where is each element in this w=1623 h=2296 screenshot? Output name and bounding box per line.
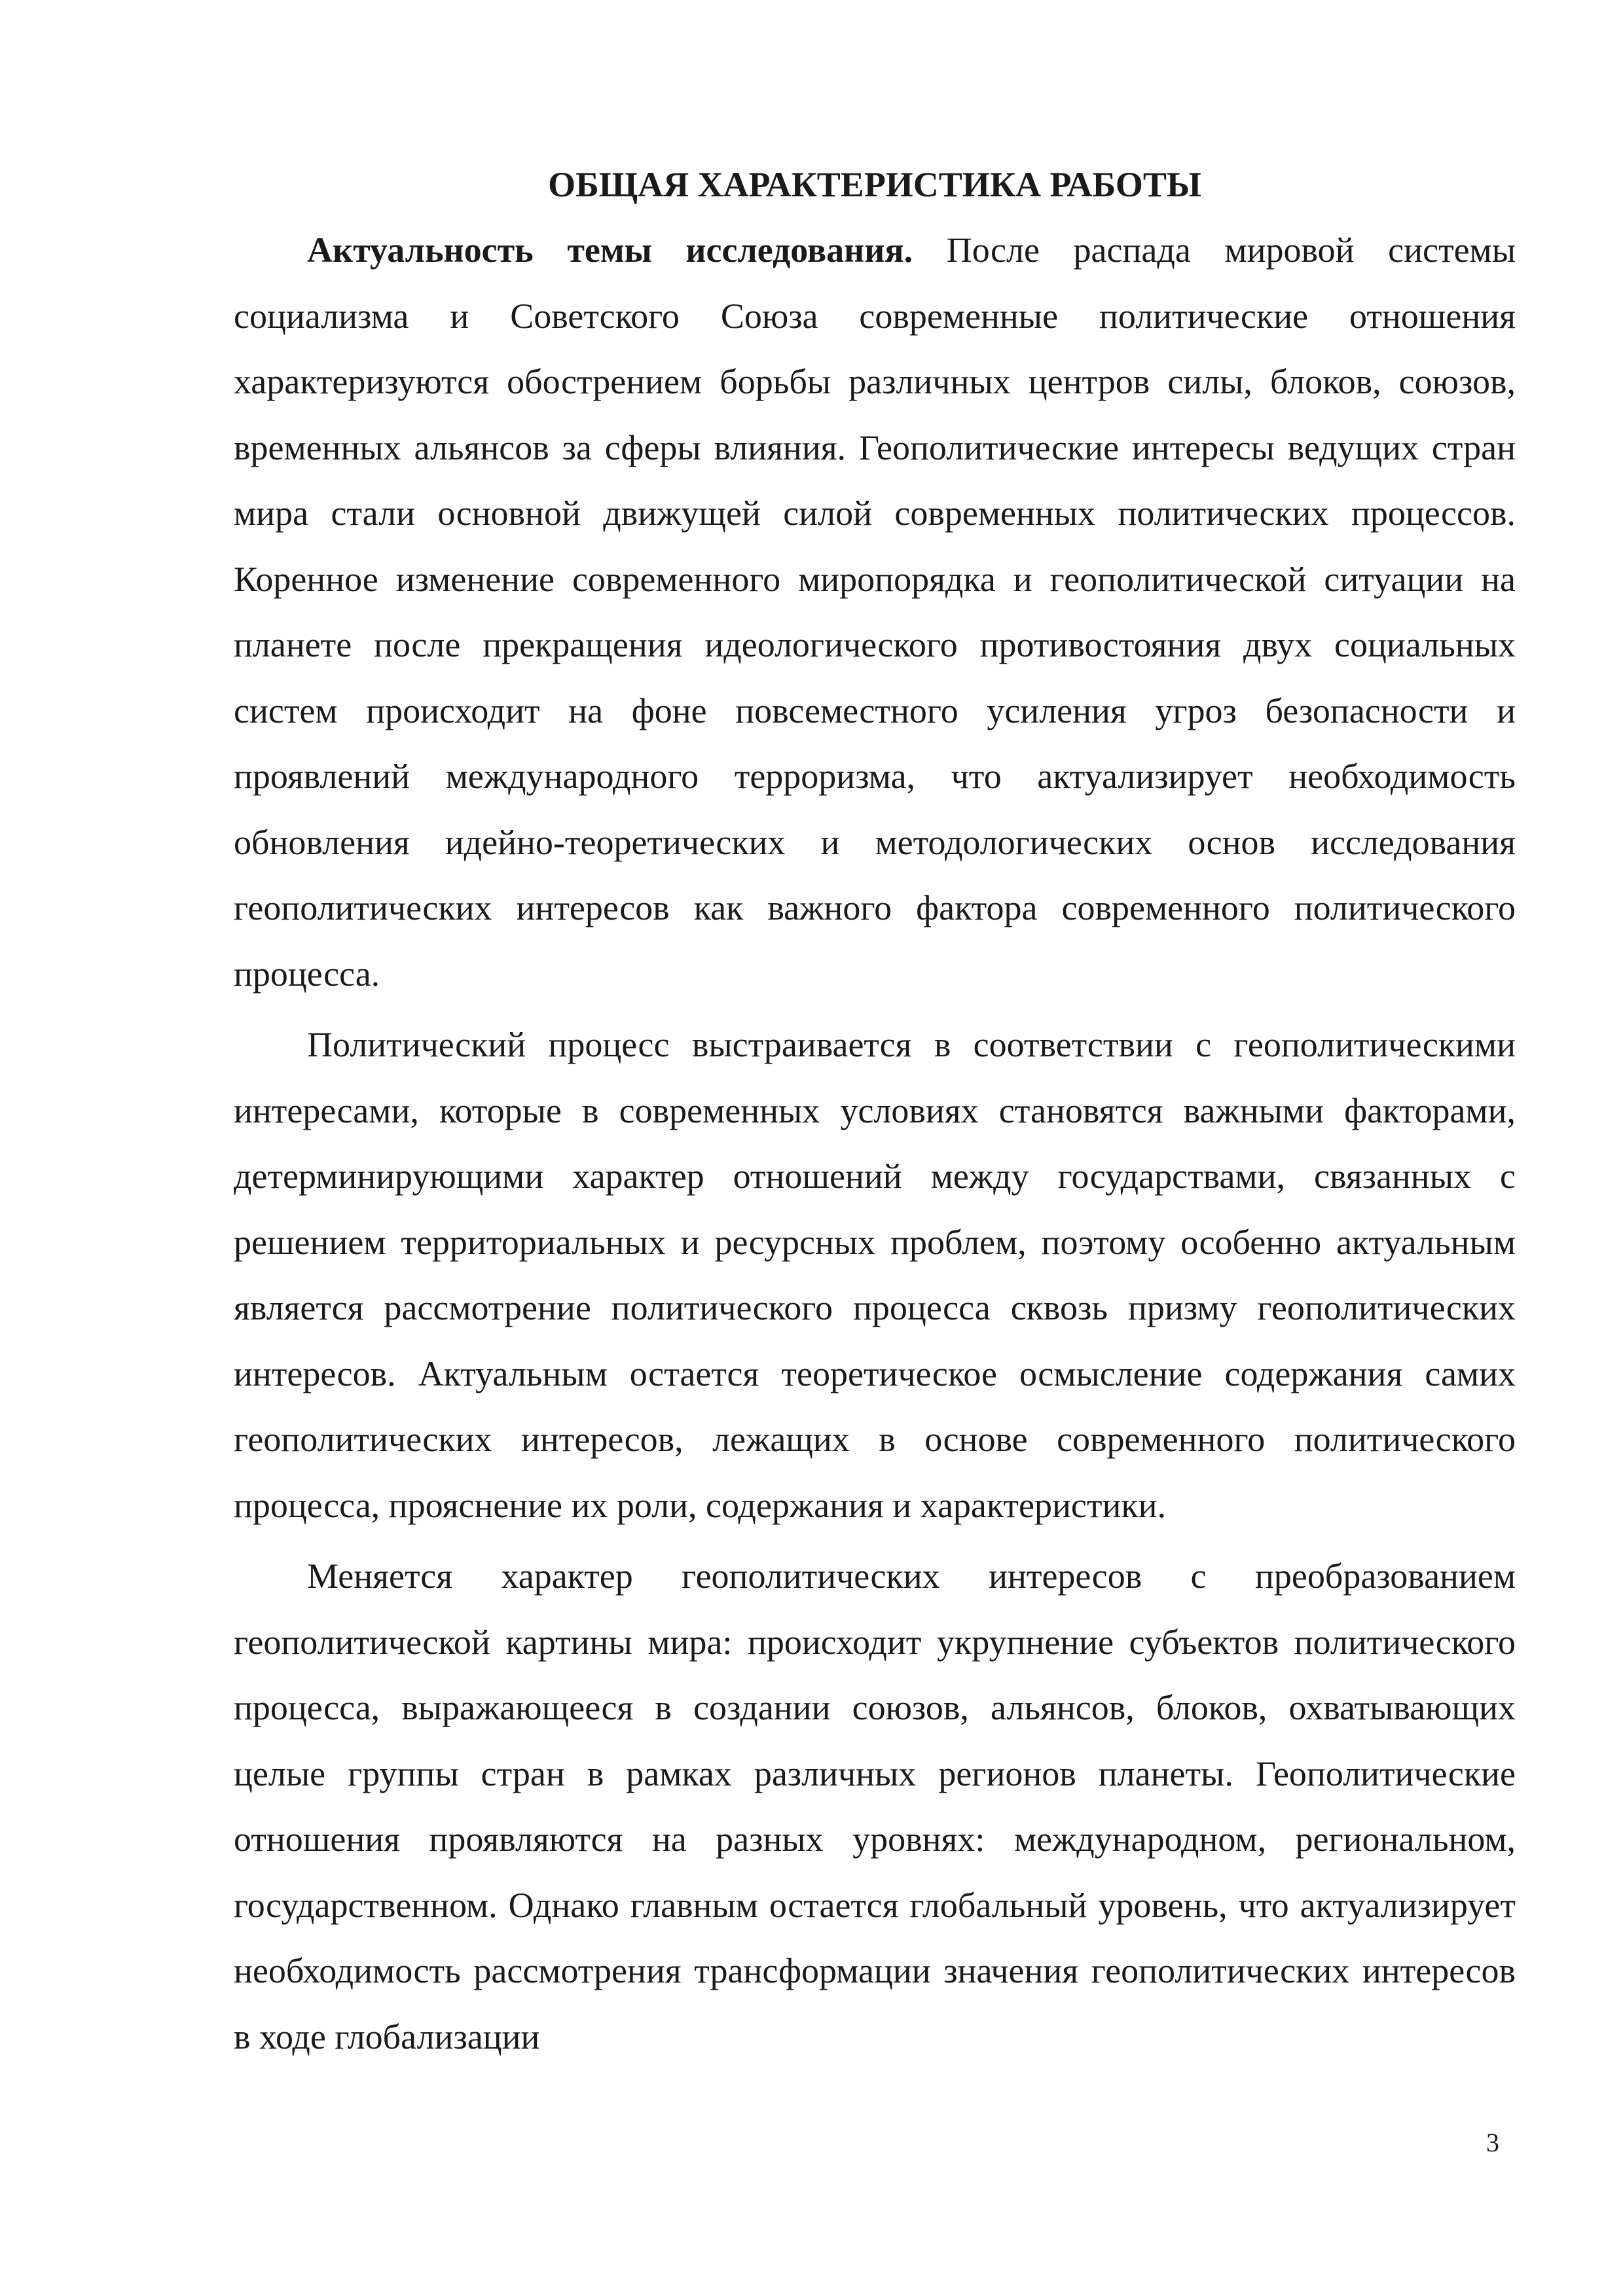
- paragraph-text: После распада мировой системы социализма и Советского Союза современные политические отношения характеризуются обострением борьбы различных центров силы, блоков, союзов, временных альянсов за сферы влияния. Геополитические интересы ведущих стран мира стали основной движущей силой современных политических процессов. Коренное изменение современного миропорядка и геополитической ситуации на планете после прекращения идеологического противостояния двух социальных систем происходит на фоне повсеместного усиления угроз безопасности и проявлений международного терроризма, что актуализирует необходимость обновления идейно-теоретических и методологических основ исследования геополитических интересов как важного фактора современного политического процесса.: [234, 230, 1516, 994]
- paragraph-geopolitical-change: [234, 1543, 1516, 2070]
- paragraph-political-process: [234, 1012, 1516, 1538]
- document-page: [234, 152, 1516, 2070]
- page-number: 3: [1486, 2128, 1499, 2157]
- paragraph-lead-heading: Актуальность темы исследования.: [307, 230, 913, 270]
- section-title: ОБЩАЯ ХАРАКТЕРИСТИКА РАБОТЫ: [548, 165, 1201, 204]
- paragraph-relevance: [234, 217, 1516, 1007]
- paragraph-text: Меняется характер геополитических интересов с преобразованием геополитической картины мира: происходит укрупнение субъектов политического процесса, выражающееся в создании союзов, альянсов, блоков, охватывающих целые группы стран в рамках различных регионов планеты. Геополитические отношения проявляются на разных уровнях: международном, региональном, государственном. Однако главным остается глобальный уровень, что актуализирует необходимость рассмотрения трансформации значения геополитических интересов в ходе глобализации: [234, 1556, 1516, 2056]
- paragraph-text: Политический процесс выстраивается в соответствии с геополитическими интересами, которые в современных условиях становятся важными факторами, детерминирующими характер отношений между государствами, связанных с решением территориальных и ресурсных проблем, поэтому особенно актуальным является рассмотрение политического процесса сквозь призму геополитических интересов. Актуальным остается теоретическое осмысление содержания самих геополитических интересов, лежащих в основе современного политического процесса, прояснение их роли, содержания и характеристики.: [234, 1025, 1516, 1525]
